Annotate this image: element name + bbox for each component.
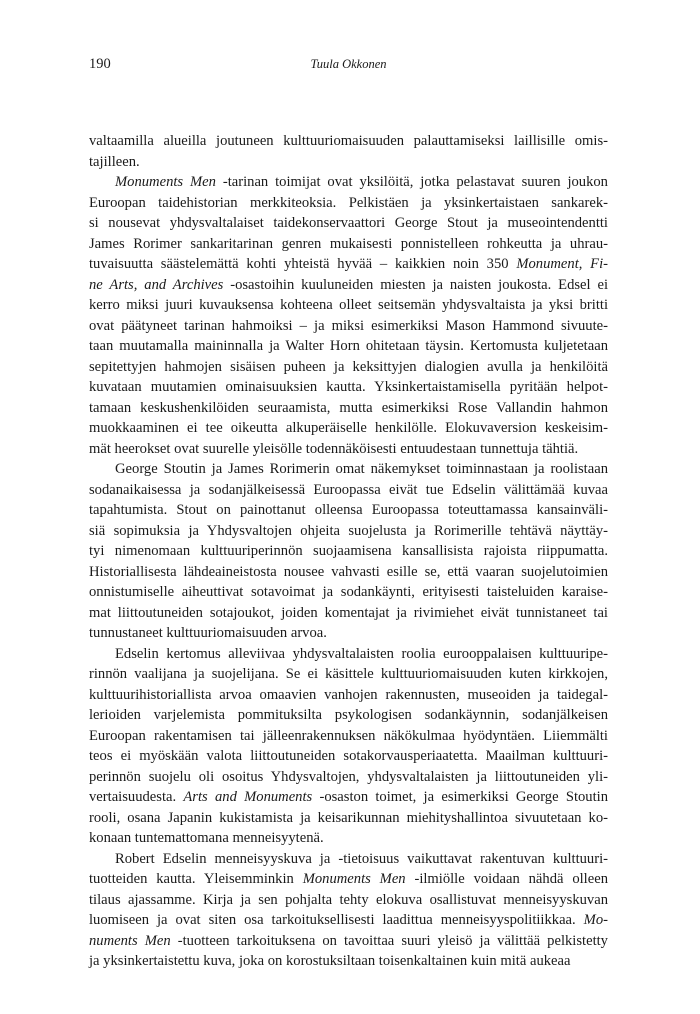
text-line [89, 500, 608, 521]
text-run: valtaamilla alueilla joutuneen kulttuuriomaisuuden palauttamiseksi laillisille omis- [89, 133, 608, 149]
text-line [89, 357, 608, 378]
text-run: Euroopan rakentamisen tai jälleenrakennuksen näkökulmaa hyödyntäen. Liiemmälti [89, 727, 608, 744]
text-line [89, 910, 608, 931]
italic-text: Monuments Men [115, 174, 216, 190]
text-run: tyi nimenomaan kulttuuriperinnön suojaamisena kansallisista rajoista riippumatta. [89, 543, 608, 559]
italic-text: ne Arts, and Archives [89, 276, 224, 293]
italic-text: Mo- [583, 912, 608, 928]
page-number: 190 [89, 56, 111, 72]
text-line [89, 336, 608, 357]
text-run: Robert Edselin menneisyyskuva ja -tietoisuus vaikuttavat rakentuvan kulttuuri- [115, 850, 608, 867]
text-line [89, 644, 608, 665]
text-run: lerioiden varjelemista pommituksilta psykologisen sodankäynnin, sodanjälkeisen [89, 707, 608, 723]
text-line [89, 234, 608, 255]
paragraph [89, 644, 608, 849]
text-line [89, 275, 608, 296]
text-run: sodanaikaisessa ja sodanjälkeisessä Euroopassa eivät tue Edselin välittämää kuvaa [89, 481, 608, 498]
text-line [89, 213, 608, 234]
text-run: rinnön vaalijana ja suojelijana. Se ei käsittele kulttuuriomaisuuden kuten kirkkojen, [89, 666, 608, 682]
text-line [89, 787, 608, 808]
text-run: siä sopimuksia ja Yhdysvaltojen ohjeita suojelusta ja Rorimerille tehtävä näyttäy- [89, 522, 608, 539]
paragraph [89, 131, 608, 172]
text-line [89, 849, 608, 870]
paragraph [89, 459, 608, 644]
text-line [89, 746, 608, 767]
text-line [89, 480, 608, 501]
italic-text: Arts and Monuments [183, 789, 313, 805]
text-run: mat liittoutuneiden sotajoukot, joiden komentajat ja rivimiehet eivät tunnistaneet tai [89, 604, 608, 621]
text-line [89, 131, 608, 152]
text-run: George Stoutin ja James Rorimerin omat näkemykset toiminnastaan ja roolistaan [115, 461, 608, 477]
text-run: James Rorimer sankaritarinan genren mukaisesti ponnistelleen rohkeutta ja uhrau- [89, 235, 608, 252]
text-run: rooli, osana Japanin kukistamista ja keisarikunnan miehityshallintoa sivuutetaan ko- [89, 809, 608, 826]
text-line [89, 808, 608, 829]
text-run: onnistumiselle aiheuttivat sotavoimat ja sodankäynti, erityisesti taisteluiden karaise- [89, 584, 608, 600]
text-line [89, 398, 608, 419]
text-line [89, 439, 608, 460]
running-head: Tuula Okkonen [310, 57, 387, 71]
text-run: tajilleen. [89, 153, 140, 170]
page-header [89, 56, 608, 76]
text-line [89, 316, 608, 337]
text-run: ovat päätyneet tarinan hahmoiksi – ja miksi esimerkiksi Mason Hammond sivuute- [89, 317, 608, 334]
text-line [89, 726, 608, 747]
text-line [89, 521, 608, 542]
text-run: Euroopan taidehistorian merkkiteoksia. Pelkistäen ja yksinkertaistaen sankarek- [89, 194, 608, 211]
paragraph [89, 172, 608, 459]
text-line [89, 377, 608, 398]
text-line [89, 152, 608, 173]
text-run: taan muutamalla maininnalla ja Walter Horn ohitetaan täysin. Kertomusta kuljetetaan [89, 338, 608, 354]
text-line [89, 705, 608, 726]
text-run: vertaisuudesta. [89, 789, 184, 805]
italic-text: Monuments Men [302, 871, 406, 887]
text-line [89, 951, 608, 972]
text-run: ja yksinkertaistettu kuva, joka on korostuksiltaan toisenkaltainen kuin mitä aukeaa [89, 953, 571, 969]
text-run: konaan tuntemattomana menneisyytenä. [89, 830, 324, 846]
text-run: tilaus ajassamme. Kirja ja sen pohjalta tehty elokuva osallistuvat menneisyyskuvan [89, 891, 608, 908]
text-run: luomiseen ja ovat siten osa tarkoituksellisesti laadittua menneisyyspolitiikkaa. [89, 912, 584, 928]
text-run: sepitettyjen hahmojen sisäisen puheen ja keksittyjen dialogien avulla ja henkilöitä [89, 358, 608, 375]
text-line [89, 623, 608, 644]
text-line [89, 603, 608, 624]
text-run: Edselin kertomus alleviivaa yhdysvaltalaisten roolia eurooppalaisen kulttuuripe- [115, 645, 608, 662]
text-line [89, 828, 608, 849]
text-run: -osastoihin kuuluneiden miesten ja naisten joukosta. Edsel ei [223, 276, 608, 293]
text-run: kuvataan muutamien ominaisuuksien kautta. Yksinkertaistamisella pyritään helpot- [89, 379, 608, 395]
text-line [89, 541, 608, 562]
text-line [89, 890, 608, 911]
text-run: teos ei myöskään valota liittoutuneiden sotakorvausperiaatetta. Maailman kulttuuri- [89, 748, 608, 764]
italic-text: numents Men [89, 932, 171, 949]
text-run: kerro miksi juuri kuvauksensa kohteena olleet seitsemän yhdysvaltaista ja yksi britti [89, 297, 608, 313]
text-run: si nousevat yhdysvaltalaiset taidekonservaattori George Stout ja museointendentti [89, 215, 608, 231]
text-line [89, 172, 608, 193]
text-run: tuvaisuutta säästelemättä kohti yhteistä hyvää – kaikkien noin 350 [89, 256, 517, 272]
text-line [89, 459, 608, 480]
text-run: mät heerokset ovat suurelle yleisölle todennäköisesti entuudestaan tunnettuja tähtiä. [89, 440, 579, 457]
text-line [89, 869, 608, 890]
text-run: muokkaaminen ei tee oikeutta alkuperäiselle henkilölle. Elokuvaversion keskeisim- [89, 420, 608, 436]
text-run: -osaston toimet, ja esimerkiksi George Stoutin [312, 789, 608, 805]
text-run: tunnustaneet kulttuuriomaisuuden arvoa. [89, 625, 327, 641]
body-text [89, 131, 608, 972]
text-line [89, 767, 608, 788]
text-line [89, 931, 608, 952]
text-run: Historiallisesta lähdeaineistosta nousee vahvasti esille se, että vaaran suojelutoimien [89, 563, 608, 580]
text-line [89, 193, 608, 214]
text-line [89, 685, 608, 706]
text-run: perinnön suojelu oli osoitus Yhdysvaltojen, yhdysvaltalaisten ja liittoutuneiden yli- [89, 768, 608, 785]
text-line [89, 295, 608, 316]
text-run: -tuotteen tarkoituksena on tavoittaa suuri yleisö ja välittää pelkistetty [170, 932, 608, 949]
italic-text: Monument, Fi- [516, 256, 609, 272]
text-line [89, 664, 608, 685]
text-run: tuotteiden kautta. Yleisemminkin [89, 871, 303, 887]
text-run: tapahtumista. Stout on painottanut olleensa Euroopassa toteuttamassa kansainväli- [89, 502, 608, 518]
text-line [89, 418, 608, 439]
text-line [89, 254, 608, 275]
text-run: tamaan keskushenkilöiden seuraamista, mutta esimerkiksi Rose Vallandin hahmon [89, 399, 608, 416]
text-run: -tarinan toimijat ovat yksilöitä, jotka pelastavat suuren joukon [215, 174, 608, 190]
paragraph [89, 849, 608, 972]
text-line [89, 582, 608, 603]
text-run: -ilmiölle voidaan nähdä olleen [405, 871, 608, 887]
text-run: kulttuurihistoriallista arvoa omaavien vanhojen rakennusten, museoiden ja taidegal- [89, 686, 608, 703]
text-line [89, 562, 608, 583]
